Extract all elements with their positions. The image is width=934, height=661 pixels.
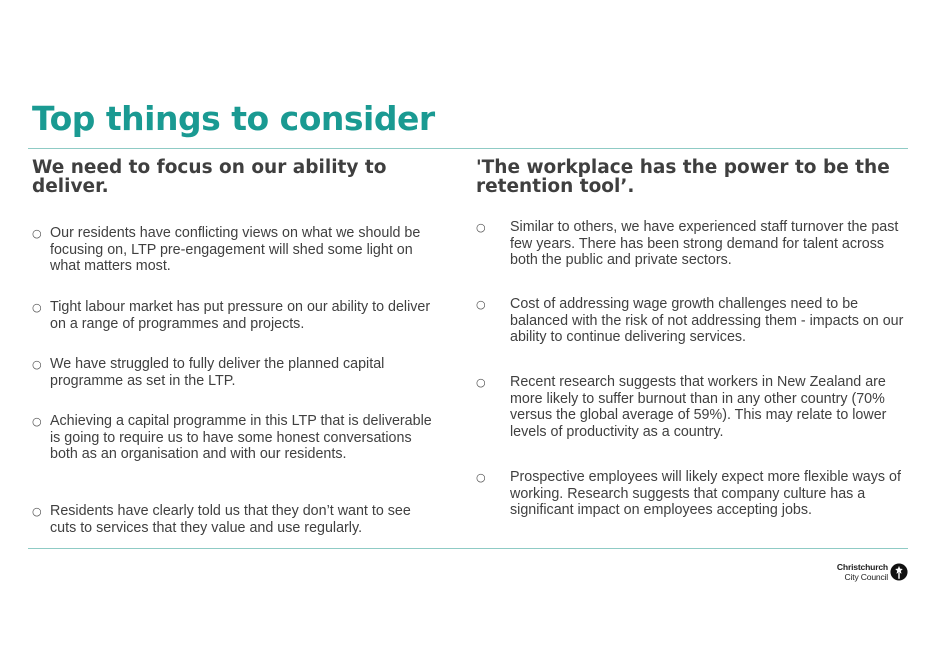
bullet-circle-icon: ○ xyxy=(476,376,486,389)
bullet-circle-icon: ○ xyxy=(476,471,486,484)
title-divider xyxy=(28,148,908,149)
bullet-text: Our residents have conflicting views on what we should be focusing on, LTP pre-engagement will shed some light on what matters most. xyxy=(50,225,421,275)
bullet-circle-icon: ○ xyxy=(32,227,42,240)
bullet-circle-icon: ○ xyxy=(32,301,42,314)
ccc-logo-icon xyxy=(890,563,908,581)
bullet-text: Recent research suggests that workers in New Zealand are more likely to suffer burnout than in any other country (70% versus the global average of 59%). This may relate to lower levels of productivity as a country. xyxy=(510,374,887,440)
logo-line-1: Christchurch xyxy=(836,562,888,572)
right-column-heading: 'The workplace has the power to be the retention tool’. xyxy=(476,157,890,197)
left-column xyxy=(32,157,432,536)
bullet-circle-icon: ○ xyxy=(476,298,486,311)
christchurch-city-council-logo xyxy=(830,562,910,586)
logo-text xyxy=(837,563,888,582)
bullet-circle-icon: ○ xyxy=(32,415,42,428)
bullet-text: Cost of addressing wage growth challenges need to be balanced with the risk of not addressing them - impacts on our ability to continue delivering services. xyxy=(510,296,904,346)
left-column-heading: We need to focus on our ability to deliver. xyxy=(32,157,387,197)
bullet-text: Similar to others, we have experienced staff turnover the past few years. There has been strong demand for talent across both the public and private sectors. xyxy=(510,219,899,269)
footer-divider xyxy=(28,548,908,549)
right-column xyxy=(476,157,906,519)
bullet-text: Achieving a capital programme in this LTP that is deliverable is going to require us to have some honest conversations both as an organisation and with our residents. xyxy=(50,413,432,463)
bullet-text: Prospective employees will likely expect more flexible ways of working. Research suggests that company culture has a significant impact on employees accepting jobs. xyxy=(510,469,901,519)
bullet-text: Residents have clearly told us that they don’t want to see cuts to services that they value and use regularly. xyxy=(50,503,411,536)
bullet-text: We have struggled to fully deliver the planned capital programme as set in the LTP. xyxy=(50,356,385,389)
slide-title: Top things to consider xyxy=(32,99,435,138)
logo-line-2: City Council xyxy=(844,571,888,582)
bullet-text: Tight labour market has put pressure on our ability to deliver on a range of programmes and projects. xyxy=(50,299,431,332)
bullet-circle-icon: ○ xyxy=(32,358,42,371)
bullet-circle-icon: ○ xyxy=(476,221,486,234)
bullet-circle-icon: ○ xyxy=(32,505,42,518)
